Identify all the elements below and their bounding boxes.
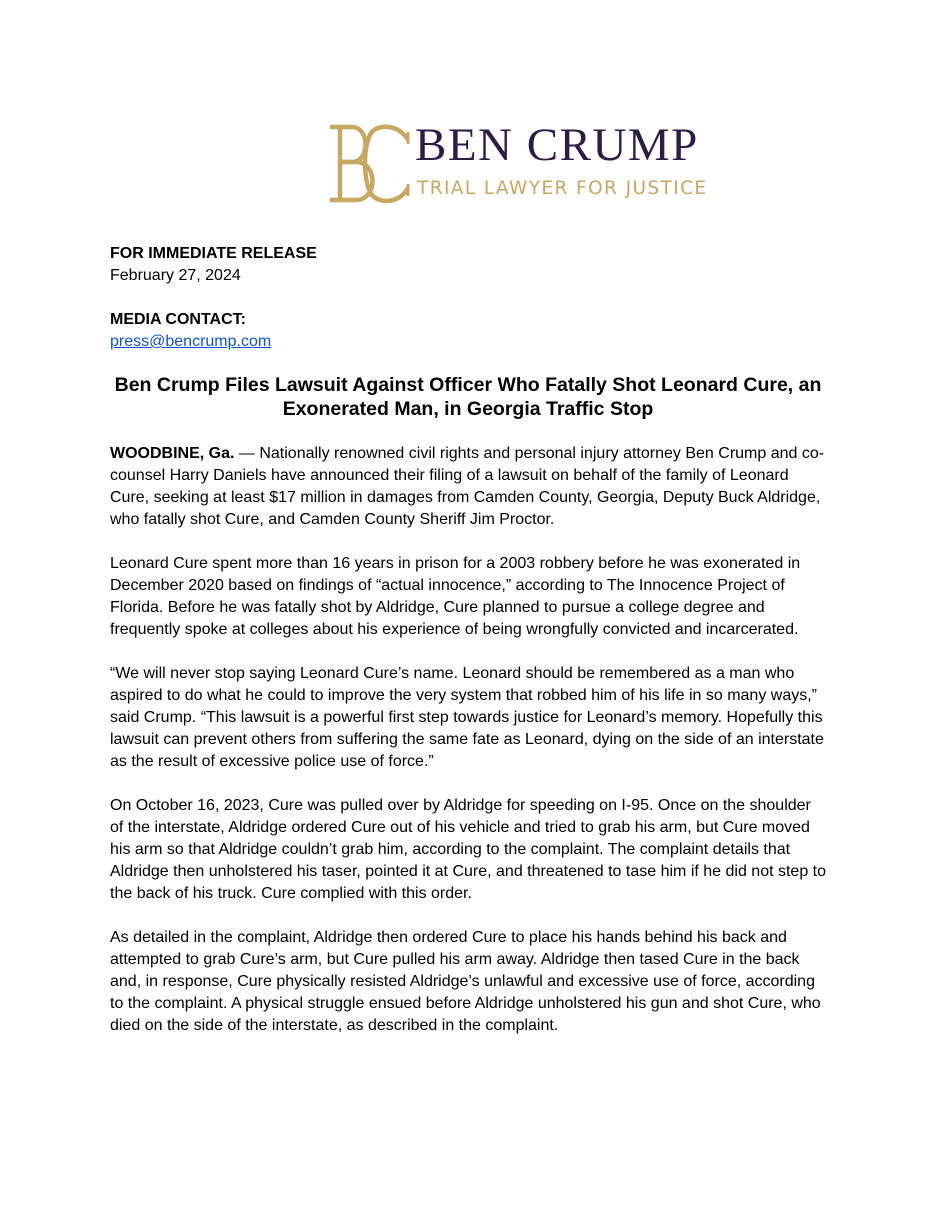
paragraph-1: [110, 443, 826, 531]
paragraph-4: On October 16, 2023, Cure was pulled over by Aldridge for speeding on I-95. Once on the shoulder of the interstate, Aldridge ordered Cure out of his vehicle and tried to grab his arm, but Cure moved his arm so that Aldridge couldn’t grab him, according to the complaint. The complaint details that Aldridge then unholstered his taser, pointed it at Cure, and threatened to tase him if he did not step to the back of his truck. Cure complied with this order.: [110, 797, 827, 902]
logo-name: BEN CRUMP: [415, 119, 699, 171]
bc-monogram-icon: [326, 124, 410, 204]
headline: Ben Crump Files Lawsuit Against Officer Who Fatally Shot Leonard Cure, an Exonerated Man, in Georgia Traffic Stop: [114, 374, 822, 420]
press-release-body: [110, 243, 826, 1059]
media-contact-line: [110, 331, 826, 353]
paragraph-1-text: — Nationally renowned civil rights and personal injury attorney Ben Crump and co-counsel Harry Daniels have announced their filing of a lawsuit on behalf of the family of Leonard Cure, seeking at least $17 million in damages from Camden County, Georgia, Deputy Buck Aldridge, who fatally shot Cure, and Camden County Sheriff Jim Proctor.: [110, 445, 825, 528]
release-label: FOR IMMEDIATE RELEASE: [110, 245, 317, 262]
paragraph-5: As detailed in the complaint, Aldridge then ordered Cure to place his hands behind his back and attempted to grab Cure’s arm, but Cure pulled his arm away. Aldridge then tased Cure in the back and, in response, Cure physically resisted Aldridge’s unlawful and excessive use of force, according to the complaint. A physical struggle ensued before Aldridge unholstered his gun and shot Cure, who died on the side of the interstate, as described in the complaint.: [110, 929, 821, 1034]
dateline: WOODBINE, Ga.: [110, 445, 235, 462]
press-email-link[interactable]: press@bencrump.com: [110, 333, 272, 350]
logo-tagline: TRIAL LAWYER FOR JUSTICE: [417, 178, 708, 199]
paragraph-3: “We will never stop saying Leonard Cure’s name. Leonard should be remembered as a man who aspired to do what he could to improve the very system that robbed him of his life in so many ways,” said Crump. “This lawsuit is a powerful first step towards justice for Leonard’s memory. Hopefully this lawsuit can prevent others from suffering the same fate as Leonard, dying on the side of an interstate as the result of excessive police use of force.”: [110, 665, 824, 770]
ben-crump-logo: [326, 119, 726, 208]
paragraph-2: Leonard Cure spent more than 16 years in prison for a 2003 robbery before he was exonerated in December 2020 based on findings of “actual innocence,” according to The Innocence Project of Florida. Before he was fatally shot by Aldridge, Cure planned to pursue a college degree and frequently spoke at colleges about his experience of being wrongfully convicted and incarcerated.: [110, 555, 801, 638]
release-date: February 27, 2024: [110, 267, 241, 284]
media-contact-label: MEDIA CONTACT:: [110, 311, 246, 328]
